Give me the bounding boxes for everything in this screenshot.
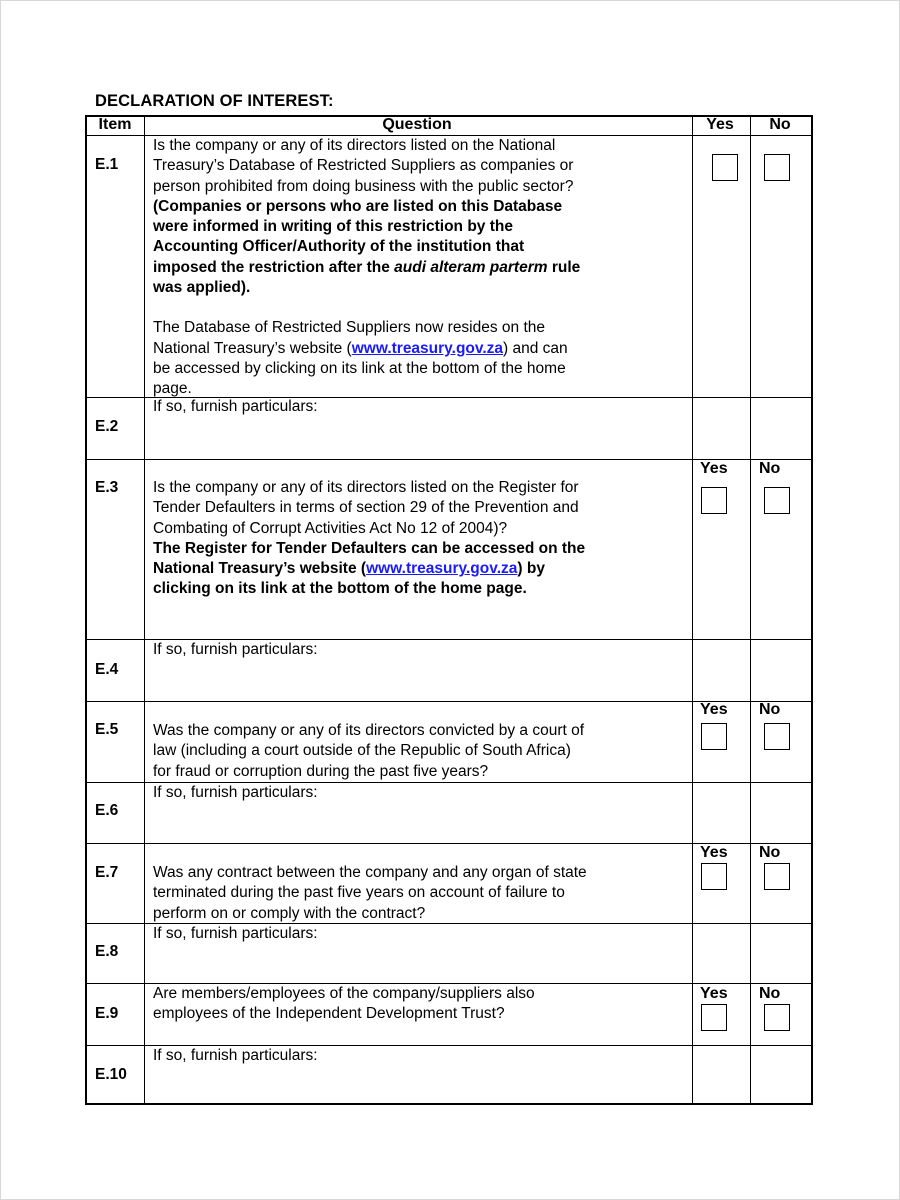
question-line: Was the company or any of its directors convicted by a court of	[153, 722, 585, 739]
note-line: were informed in writing of this restriction by the	[153, 218, 513, 236]
question-line: terminated during the past five years on account of failure to	[153, 884, 565, 902]
question-line: Was any contract between the company and any organ of state	[153, 864, 587, 881]
particulars-label: If so, furnish particulars:	[153, 925, 318, 942]
item-column-divider	[144, 117, 145, 1103]
question-line: perform on or comply with the contract?	[153, 904, 426, 922]
item-number: E.4	[95, 661, 119, 678]
no-label: No	[759, 844, 781, 861]
question-column-divider	[692, 117, 693, 1103]
question-line: law (including a court outside of the Republic of South Africa)	[153, 742, 571, 760]
particulars-label: If so, furnish particulars:	[153, 398, 318, 415]
item-number: E.8	[95, 943, 119, 960]
item-number: E.9	[95, 1005, 119, 1022]
item-number: E.2	[95, 418, 119, 435]
question-e7	[153, 863, 587, 924]
yes-label: Yes	[700, 844, 728, 861]
note-line: The Register for Tender Defaulters can be accessed on the	[153, 539, 586, 557]
yes-label: Yes	[700, 985, 728, 1002]
note-line: National Treasury’s website (www.treasury.gov.za) by	[153, 560, 545, 578]
question-line: for fraud or corruption during the past five years?	[153, 762, 489, 780]
info-line: The Database of Restricted Suppliers now resides on the	[153, 319, 546, 337]
no-checkbox[interactable]	[764, 723, 790, 750]
item-number: E.5	[95, 721, 119, 738]
treasury-website-link[interactable]: www.treasury.gov.za	[351, 339, 504, 357]
item-number: E.7	[95, 864, 119, 881]
yes-checkbox[interactable]	[701, 723, 727, 750]
question-line: Treasury’s Database of Restricted Suppliers as companies or	[153, 157, 574, 175]
question-line: employees of the Independent Development Trust?	[153, 1005, 505, 1023]
question-line: Combating of Corrupt Activities Act No 12 of 2004)?	[153, 519, 508, 537]
question-line: Are members/employees of the company/suppliers also	[153, 985, 535, 1002]
question-e9	[153, 984, 535, 1025]
column-header-yes: Yes	[706, 116, 734, 133]
question-line: Is the company or any of its directors listed on the National	[153, 137, 556, 154]
note-line: was applied).	[153, 279, 251, 297]
item-number: E.6	[95, 802, 119, 819]
yes-checkbox[interactable]	[701, 487, 727, 514]
note-line: clicking on its link at the bottom of the home page.	[153, 580, 527, 598]
item-number: E.3	[95, 479, 119, 496]
no-checkbox[interactable]	[764, 863, 790, 890]
particulars-label: If so, furnish particulars:	[153, 784, 318, 801]
column-header-no: No	[769, 116, 791, 133]
treasury-website-link[interactable]: www.treasury.gov.za	[366, 560, 518, 578]
note-line: Accounting Officer/Authority of the institution that	[153, 238, 525, 256]
question-line: person prohibited from doing business with the public sector?	[153, 177, 574, 195]
question-e1	[153, 136, 580, 400]
yes-checkbox[interactable]	[712, 154, 738, 181]
particulars-label: If so, furnish particulars:	[153, 1047, 318, 1064]
particulars-label: If so, furnish particulars:	[153, 641, 318, 658]
info-line: be accessed by clicking on its link at the bottom of the home	[153, 359, 566, 377]
no-label: No	[759, 985, 781, 1002]
note-line: imposed the restriction after the audi alteram parterm rule	[153, 258, 581, 276]
item-number: E.1	[95, 156, 119, 173]
note-line: (Companies or persons who are listed on this Database	[153, 197, 563, 215]
item-number: E.10	[95, 1066, 127, 1083]
yes-checkbox[interactable]	[701, 863, 727, 890]
no-checkbox[interactable]	[764, 487, 790, 514]
yes-checkbox[interactable]	[701, 1004, 727, 1031]
no-checkbox[interactable]	[764, 154, 790, 181]
info-line: page.	[153, 380, 192, 398]
yes-column-divider	[750, 117, 751, 1103]
yes-label: Yes	[700, 460, 728, 477]
info-line: National Treasury’s website (www.treasury.gov.za) and can	[153, 339, 568, 357]
form-heading: DECLARATION OF INTEREST:	[95, 92, 334, 110]
question-e3	[153, 478, 585, 600]
question-line: Is the company or any of its directors listed on the Register for	[153, 479, 579, 496]
no-checkbox[interactable]	[764, 1004, 790, 1031]
question-line: Tender Defaulters in terms of section 29 of the Prevention and	[153, 499, 579, 517]
column-header-question: Question	[382, 116, 452, 133]
question-e5	[153, 721, 584, 782]
no-label: No	[759, 701, 781, 718]
yes-label: Yes	[700, 701, 728, 718]
no-label: No	[759, 460, 781, 477]
column-header-item: Item	[98, 116, 132, 133]
